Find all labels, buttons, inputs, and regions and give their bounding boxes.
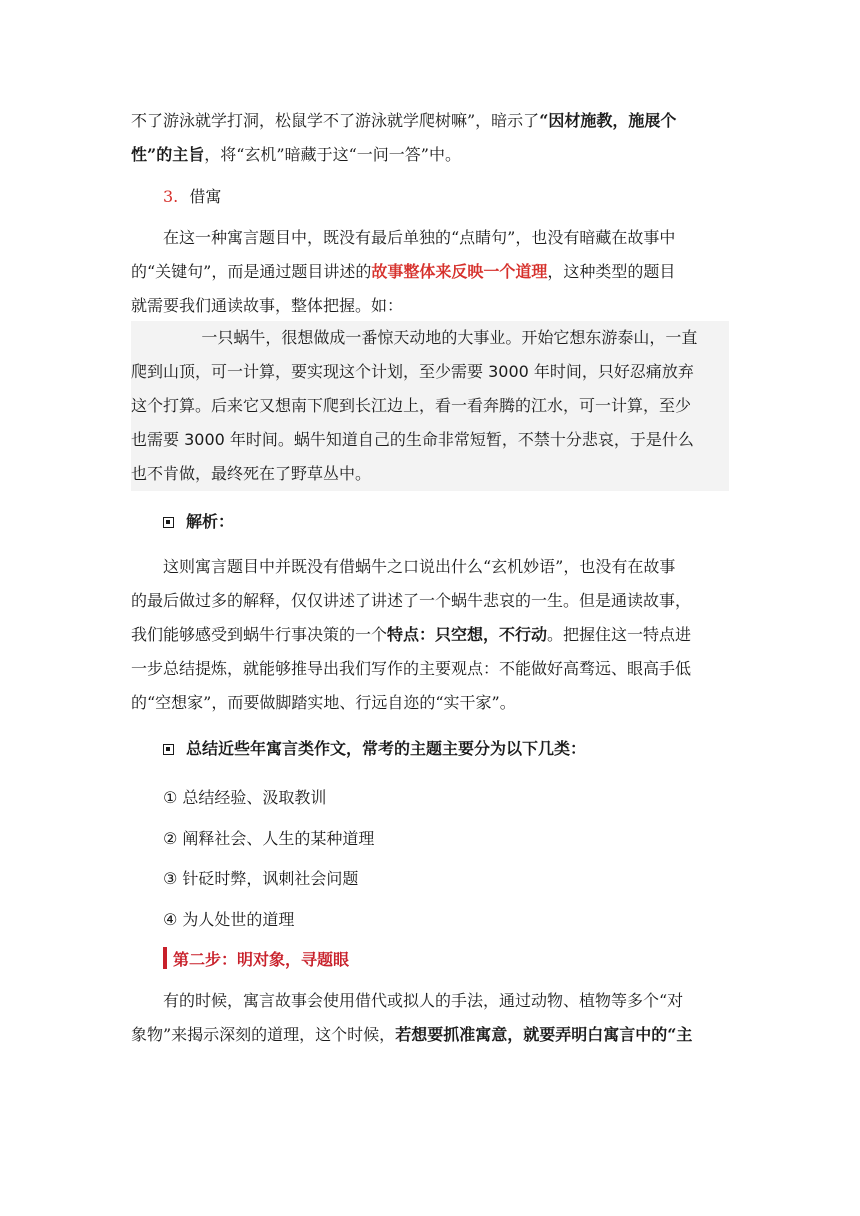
quote-line: 爬到山顶，可一计算，要实现这个计划，至少需要 3000 年时间，只好忍痛放弃	[131, 362, 694, 381]
jieyu-paragraph	[131, 221, 729, 323]
text-line	[131, 255, 729, 289]
text-segment: ，这种类型的题目	[547, 262, 676, 281]
text-segment: 我们能够感受到蜗牛行事决策的一个	[131, 625, 388, 644]
list-item: ④ 为人处世的道理	[163, 909, 295, 929]
square-bullet-icon	[163, 744, 174, 755]
list-item: ② 阐释社会、人生的某种道理	[163, 828, 375, 848]
text-segment: 。把握住这一特点进	[547, 625, 692, 644]
theme-list	[163, 778, 374, 940]
square-bullet-icon	[163, 517, 174, 528]
quote-line: 这个打算。后来它又想南下爬到长江边上，看一看奔腾的江水，可一计算，至少	[131, 396, 692, 415]
analysis-heading	[163, 505, 234, 539]
text-line: 就需要我们通读故事，整体把握。如：	[131, 296, 404, 315]
text-line: 的最后做过多的解释，仅仅讲述了讲述了一个蜗牛悲哀的一生。但是通读故事，	[131, 591, 692, 610]
text-line	[131, 104, 729, 138]
text-line: 这则寓言题目中并既没有借蜗牛之口说出什么“玄机妙语”，也没有在故事	[163, 557, 676, 576]
text-line: 的“空想家”，而要做脚踏实地、行远自迩的“实干家”。	[131, 693, 516, 712]
bold-text: 性”的主旨	[131, 145, 205, 164]
text-line	[131, 1018, 729, 1052]
text-segment: 不了游泳就学打洞，松鼠学不了游泳就学爬树嘛”，暗示了	[131, 111, 540, 130]
bold-text: 若想要抓准寓意，就要弄明白寓言中的“主	[395, 1025, 693, 1044]
heading-bar	[163, 947, 167, 969]
intro-paragraph	[131, 104, 729, 172]
analysis-paragraph	[131, 550, 729, 720]
text-segment: 的“关键句”，而是通过题目讲述的	[131, 262, 372, 281]
quote-line: 也需要 3000 年时间。蜗牛知道自己的生命非常短暂，不禁十分悲哀，于是什么	[131, 430, 694, 449]
step2-heading	[163, 943, 349, 973]
text-line: 在这一种寓言题目中，既没有最后单独的“点睛句”，也没有暗藏在故事中	[163, 228, 676, 247]
text-segment: 象物”来揭示深刻的道理，这个时候，	[131, 1025, 396, 1044]
text-line: 一步总结提炼，就能够推导出我们写作的主要观点：不能做好高骛远、眼高手低	[131, 659, 692, 678]
bold-text: 特点：只空想，不行动	[387, 625, 548, 644]
summary-heading-label: 总结近些年寓言类作文，常考的主题主要分为以下几类：	[186, 739, 587, 758]
step2-title: 第二步：明对象，寻题眼	[173, 949, 350, 969]
section-heading-jieyu	[163, 180, 221, 214]
snail-story-quote	[131, 321, 729, 491]
list-item: ① 总结经验、汲取教训	[163, 788, 327, 807]
text-line	[131, 618, 729, 652]
quote-line: 也不肯做，最终死在了野草丛中。	[131, 464, 372, 483]
bold-text: “因材施教，施展个	[539, 111, 677, 130]
quote-line: 一只蜗牛，很想做成一番惊天动地的大事业。开始它想东游泰山，一直	[201, 328, 698, 347]
text-line: 有的时候，寓言故事会使用借代或拟人的手法，通过动物、植物等多个“对	[163, 991, 684, 1010]
section-title: 借寓	[189, 187, 222, 206]
highlight-text: 故事整体来反映一个道理	[371, 262, 548, 281]
text-line	[131, 138, 729, 172]
object-paragraph	[131, 984, 729, 1052]
analysis-heading-label: 解析：	[186, 512, 235, 531]
section-number: 3.	[163, 187, 179, 206]
list-item: ③ 针砭时弊，讽刺社会问题	[163, 869, 359, 888]
summary-heading	[163, 732, 586, 766]
text-segment: ，将“玄机”暗藏于这“一问一答”中。	[204, 145, 461, 164]
